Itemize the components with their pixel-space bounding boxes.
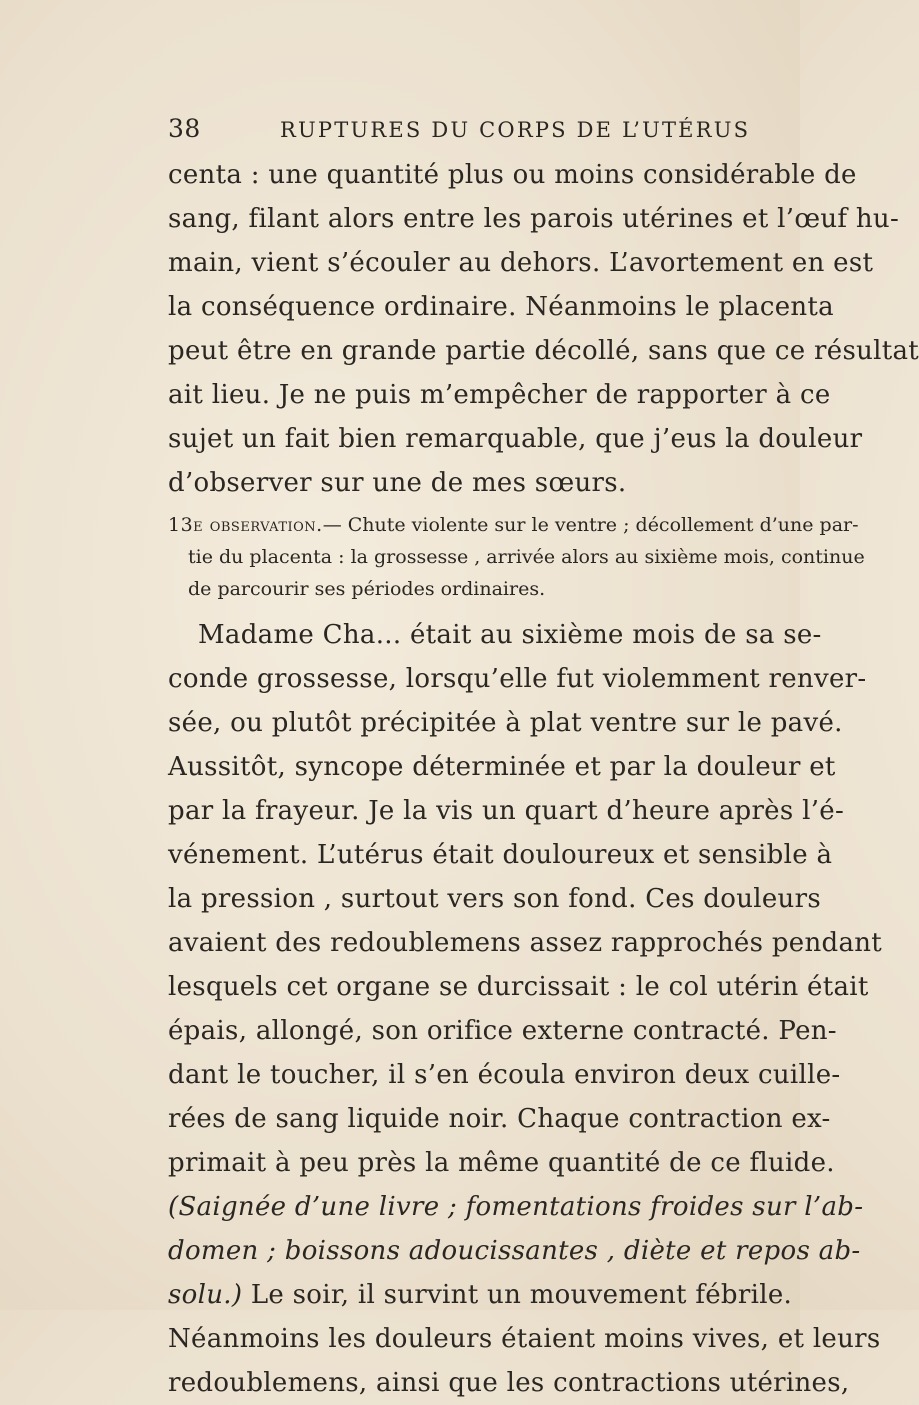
text-line: Aussitôt, syncope déterminée et par la douleur et <box>168 752 836 782</box>
text-line: la conséquence ordinaire. Néanmoins le placenta <box>168 292 834 322</box>
running-head <box>168 114 751 146</box>
text-line: peut être en grande partie décollé, sans que ce résultat <box>168 336 919 366</box>
text-line: la pression , surtout vers son fond. Ces douleurs <box>168 884 821 914</box>
text-line: Madame Cha... était au sixième mois de sa se- <box>198 620 822 650</box>
text-line: d’observer sur une de mes sœurs. <box>168 468 627 498</box>
body-text <box>168 153 919 1405</box>
text-line: sée, ou plutôt précipitée à plat ventre sur le pavé. <box>168 708 843 738</box>
page-number: 38 <box>168 114 201 143</box>
text-line: centa : une quantité plus ou moins considérable de <box>168 160 857 190</box>
roman-fragment: Le soir, il survint un mouvement fébrile. <box>242 1280 793 1310</box>
text-line: vénement. L’utérus était douloureux et sensible à <box>168 840 833 870</box>
italic-fragment: solu.) <box>168 1280 243 1310</box>
text-line: main, vient s’écouler au dehors. L’avortement en est <box>168 248 874 278</box>
text-line: rées de sang liquide noir. Chaque contraction ex- <box>168 1104 831 1134</box>
observation-line <box>168 509 859 541</box>
italic-line: (Saignée d’une livre ; fomentations froides sur l’ab- <box>168 1192 864 1222</box>
observation-line: tie du placenta : la grossesse , arrivée alors au sixième mois, continue <box>188 546 865 568</box>
text-line: conde grossesse, lorsqu’elle fut violemment renver- <box>168 664 867 694</box>
paragraph-1 <box>168 153 919 505</box>
text-line: épais, allongé, son orifice externe contracté. Pen- <box>168 1016 837 1046</box>
italic-line: domen ; boissons adoucissantes , diète et repos ab- <box>168 1236 861 1266</box>
text-line: sang, filant alors entre les parois utérines et l’œuf hu- <box>168 204 900 234</box>
text-line <box>168 1273 793 1317</box>
observation-line: de parcourir ses périodes ordinaires. <box>188 578 546 600</box>
text-line: redoublemens, ainsi que les contractions utérines, <box>168 1368 850 1398</box>
running-title: RUPTURES DU CORPS DE L’UTÉRUS <box>280 118 751 142</box>
text-line: Néanmoins les douleurs étaient moins vives, et leurs <box>168 1324 881 1354</box>
text-line: par la frayeur. Je la vis un quart d’heure après l’é- <box>168 796 845 826</box>
text-line: ait lieu. Je ne puis m’empêcher de rapporter à ce <box>168 380 831 410</box>
text-line: lesquels cet organe se durcissait : le col utérin était <box>168 972 869 1002</box>
paragraph-2 <box>168 613 883 1405</box>
observation-summary: — Chute violente sur le ventre ; décollement d’une par- <box>322 514 859 536</box>
text-line: primait à peu près la même quantité de ce fluide. <box>168 1148 835 1178</box>
text-line: sujet un fait bien remarquable, que j’eus la douleur <box>168 424 863 454</box>
text-line: avaient des redoublemens assez rapprochés pendant <box>168 928 883 958</box>
observation-heading <box>168 509 865 605</box>
text-line: dant le toucher, il s’en écoula environ deux cuille- <box>168 1060 841 1090</box>
observation-number: 13e observation. <box>168 514 323 536</box>
